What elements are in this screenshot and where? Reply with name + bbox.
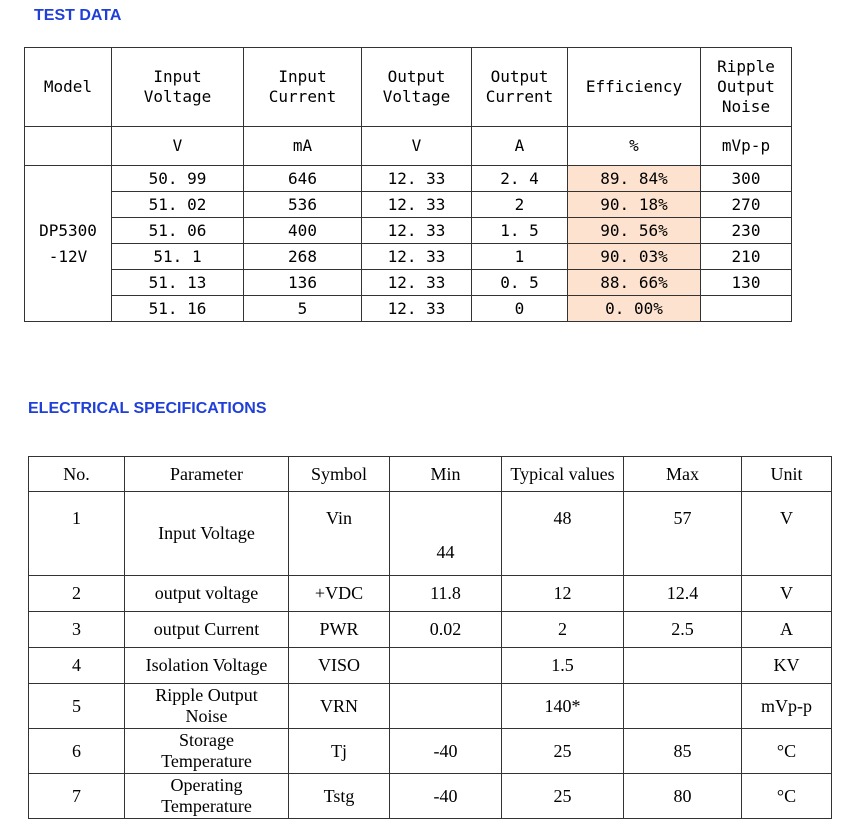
input-current-cell: 400 — [244, 218, 362, 244]
max-cell — [624, 648, 742, 684]
header-min: Min — [390, 457, 502, 492]
max-cell — [624, 684, 742, 729]
table-row — [29, 648, 832, 684]
symbol-cell: Tstg — [289, 774, 390, 819]
efficiency-cell: 88. 66% — [568, 270, 701, 296]
typical-cell: 12 — [502, 576, 624, 612]
min-cell: -40 — [390, 774, 502, 819]
output-voltage-cell: 12. 33 — [362, 244, 472, 270]
input-voltage-cell: 51. 02 — [112, 192, 244, 218]
table-row — [25, 270, 792, 296]
header-model: Model — [25, 48, 112, 127]
parameter-cell: Isolation Voltage — [125, 648, 289, 684]
header-input-current: Input Current — [244, 48, 362, 127]
input-current-cell: 5 — [244, 296, 362, 322]
unit-cell: °C — [742, 774, 832, 819]
input-voltage-cell: 50. 99 — [112, 166, 244, 192]
no-cell: 6 — [29, 729, 125, 774]
typical-cell: 140* — [502, 684, 624, 729]
ripple-cell: 130 — [701, 270, 792, 296]
efficiency-cell: 90. 56% — [568, 218, 701, 244]
parameter-cell: Storage Temperature — [125, 729, 289, 774]
symbol-cell: Vin — [289, 492, 390, 576]
test-data-heading: TEST DATA — [34, 7, 122, 24]
unit-cell: °C — [742, 729, 832, 774]
input-current-cell: 136 — [244, 270, 362, 296]
unit-cell: mVp-p — [742, 684, 832, 729]
output-current-cell: 2 — [472, 192, 568, 218]
no-cell: 2 — [29, 576, 125, 612]
unit-cell: % — [568, 127, 701, 166]
output-voltage-cell: 12. 33 — [362, 166, 472, 192]
max-cell: 2.5 — [624, 612, 742, 648]
typical-cell: 48 — [502, 492, 624, 576]
header-output-voltage: Output Voltage — [362, 48, 472, 127]
header-input-voltage: Input Voltage — [112, 48, 244, 127]
input-voltage-cell: 51. 06 — [112, 218, 244, 244]
max-cell: 57 — [624, 492, 742, 576]
table-row — [29, 774, 832, 819]
efficiency-cell: 90. 03% — [568, 244, 701, 270]
efficiency-cell: 89. 84% — [568, 166, 701, 192]
unit-cell — [25, 127, 112, 166]
input-voltage-cell: 51. 13 — [112, 270, 244, 296]
parameter-cell: output voltage — [125, 576, 289, 612]
unit-cell: mA — [244, 127, 362, 166]
min-cell — [390, 648, 502, 684]
typical-cell: 25 — [502, 729, 624, 774]
output-voltage-cell: 12. 33 — [362, 218, 472, 244]
output-current-cell: 2. 4 — [472, 166, 568, 192]
no-cell: 7 — [29, 774, 125, 819]
input-voltage-cell: 51. 1 — [112, 244, 244, 270]
min-cell: 11.8 — [390, 576, 502, 612]
table-row — [29, 492, 832, 576]
table-row — [29, 729, 832, 774]
output-current-cell: 0. 5 — [472, 270, 568, 296]
test-data-units-row — [25, 127, 792, 166]
output-voltage-cell: 12. 33 — [362, 192, 472, 218]
output-current-cell: 0 — [472, 296, 568, 322]
header-unit: Unit — [742, 457, 832, 492]
max-cell: 12.4 — [624, 576, 742, 612]
efficiency-cell: 0. 00% — [568, 296, 701, 322]
header-typical: Typical values — [502, 457, 624, 492]
parameter-cell: Operating Temperature — [125, 774, 289, 819]
header-symbol: Symbol — [289, 457, 390, 492]
test-data-header-row — [25, 48, 792, 127]
no-cell: 4 — [29, 648, 125, 684]
electrical-specs-heading: ELECTRICAL SPECIFICATIONS — [28, 400, 267, 417]
max-cell: 85 — [624, 729, 742, 774]
ripple-cell: 270 — [701, 192, 792, 218]
header-output-current: Output Current — [472, 48, 568, 127]
unit-cell: V — [112, 127, 244, 166]
unit-cell: KV — [742, 648, 832, 684]
table-row — [29, 612, 832, 648]
ripple-cell — [701, 296, 792, 322]
min-cell — [390, 684, 502, 729]
table-row — [25, 244, 792, 270]
input-voltage-cell: 51. 16 — [112, 296, 244, 322]
test-data-table — [24, 47, 792, 322]
parameter-cell: Input Voltage — [125, 492, 289, 576]
table-row — [29, 684, 832, 729]
output-voltage-cell: 12. 33 — [362, 296, 472, 322]
header-parameter: Parameter — [125, 457, 289, 492]
min-cell: 0.02 — [390, 612, 502, 648]
unit-cell: A — [472, 127, 568, 166]
symbol-cell: PWR — [289, 612, 390, 648]
symbol-cell: Tj — [289, 729, 390, 774]
no-cell: 1 — [29, 492, 125, 576]
table-row — [25, 218, 792, 244]
header-max: Max — [624, 457, 742, 492]
table-row — [25, 166, 792, 192]
electrical-header-row — [29, 457, 832, 492]
min-cell: -40 — [390, 729, 502, 774]
ripple-cell: 230 — [701, 218, 792, 244]
unit-cell: V — [742, 576, 832, 612]
unit-cell: V — [742, 492, 832, 576]
no-cell: 3 — [29, 612, 125, 648]
ripple-cell: 300 — [701, 166, 792, 192]
typical-cell: 25 — [502, 774, 624, 819]
min-cell: 44 — [390, 492, 502, 576]
input-current-cell: 268 — [244, 244, 362, 270]
unit-cell: V — [362, 127, 472, 166]
unit-cell: mVp-p — [701, 127, 792, 166]
table-row — [29, 576, 832, 612]
table-row — [25, 296, 792, 322]
ripple-cell: 210 — [701, 244, 792, 270]
typical-cell: 1.5 — [502, 648, 624, 684]
header-ripple: Ripple Output Noise — [701, 48, 792, 127]
no-cell: 5 — [29, 684, 125, 729]
symbol-cell: VRN — [289, 684, 390, 729]
input-current-cell: 646 — [244, 166, 362, 192]
symbol-cell: +VDC — [289, 576, 390, 612]
parameter-cell: Ripple Output Noise — [125, 684, 289, 729]
unit-cell: A — [742, 612, 832, 648]
table-row — [25, 192, 792, 218]
output-current-cell: 1. 5 — [472, 218, 568, 244]
input-current-cell: 536 — [244, 192, 362, 218]
efficiency-cell: 90. 18% — [568, 192, 701, 218]
parameter-cell: output Current — [125, 612, 289, 648]
symbol-cell: VISO — [289, 648, 390, 684]
typical-cell: 2 — [502, 612, 624, 648]
header-efficiency: Efficiency — [568, 48, 701, 127]
max-cell: 80 — [624, 774, 742, 819]
model-cell: DP5300 -12V — [25, 166, 112, 322]
header-no: No. — [29, 457, 125, 492]
output-current-cell: 1 — [472, 244, 568, 270]
output-voltage-cell: 12. 33 — [362, 270, 472, 296]
electrical-specs-table — [28, 456, 832, 819]
